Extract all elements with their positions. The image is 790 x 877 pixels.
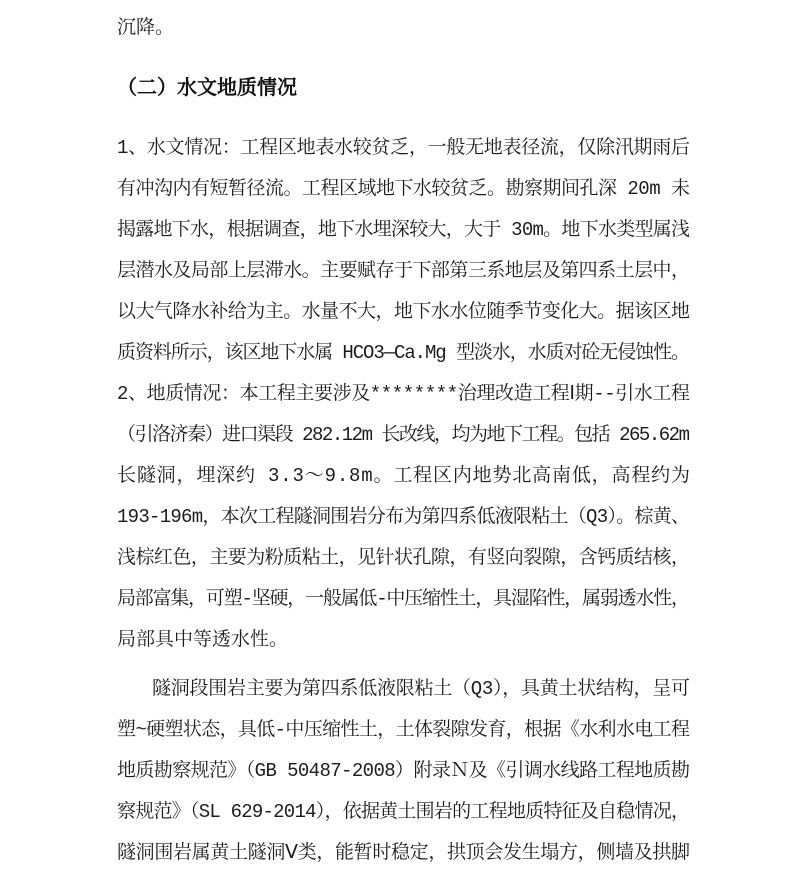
paragraph-line: 质资料所示，该区地下水属 HCO3—Ca.Mg 型淡水，水质对砼无侵蚀性。: [117, 341, 689, 364]
paragraph-line: 隧洞段围岩主要为第四系低液限粘土（Q3），具黄土状结构，呈可: [152, 677, 690, 700]
section-heading: （二）水文地质情况: [117, 76, 297, 99]
document-body: [117, 8, 690, 874]
paragraph-line: 有冲沟内有短暂径流。工程区域地下水较贫乏。勘察期间孔深 20m 未: [117, 177, 690, 200]
paragraph-line: 层潜水及局部上层滞水。主要赋存于下部第三系地层及第四系土层中，: [117, 259, 690, 282]
paragraph-line: 察规范》（SL 629-2014），依据黄土围岩的工程地质特征及自稳情况，: [117, 800, 690, 823]
paragraph-line: 193-196m，本次工程隧洞围岩分布为第四系低液限粘土（Q3）。棕黄、: [117, 505, 690, 528]
paragraph-hydrology-geology: [117, 128, 690, 661]
paragraph-line: 2、地质情况：本工程主要涉及********治理改造工程Ⅰ期--引水工程: [117, 382, 690, 405]
paragraph-line: 隧洞围岩属黄土隧洞Ⅴ类，能暂时稳定，拱顶会发生塌方，侧墙及拱脚: [117, 841, 690, 864]
paragraph-line: 局部具中等透水性。: [117, 628, 289, 651]
paragraph-line: 浅棕红色，主要为粉质粘土，见针状孔隙，有竖向裂隙，含钙质结核，: [117, 546, 690, 569]
paragraph-line: 塑~硬塑状态，具低-中压缩性土，土体裂隙发育，根据《水利水电工程: [117, 718, 690, 741]
paragraph-line: 1、水文情况：工程区地表水较贫乏，一般无地表径流，仅除汛期雨后: [117, 136, 690, 159]
paragraph-line: 长隧洞，埋深约 3.3～9.8m。工程区内地势北高南低，高程约为: [117, 464, 691, 487]
paragraph-tunnel-rock: [117, 669, 690, 874]
paragraph-line: 以大气降水补给为主。水量不大，地下水水位随季节变化大。据该区地: [117, 300, 690, 323]
paragraph-line: 局部富集，可塑-坚硬，一般属低-中压缩性土，具湿陷性，属弱透水性，: [117, 587, 689, 610]
paragraph-line: 揭露地下水，根据调查，地下水埋深较大，大于 30m。地下水类型属浅: [117, 218, 690, 241]
paragraph-line: 地质勘察规范》（GB 50487-2008）附录Ｎ及《引调水线路工程地质勘: [117, 759, 690, 782]
lead-text-line: 沉降。: [117, 17, 175, 39]
paragraph-line: （引洛济秦）进口渠段 282.12m 长改线，均为地下工程。包括 265.62m: [117, 423, 689, 446]
